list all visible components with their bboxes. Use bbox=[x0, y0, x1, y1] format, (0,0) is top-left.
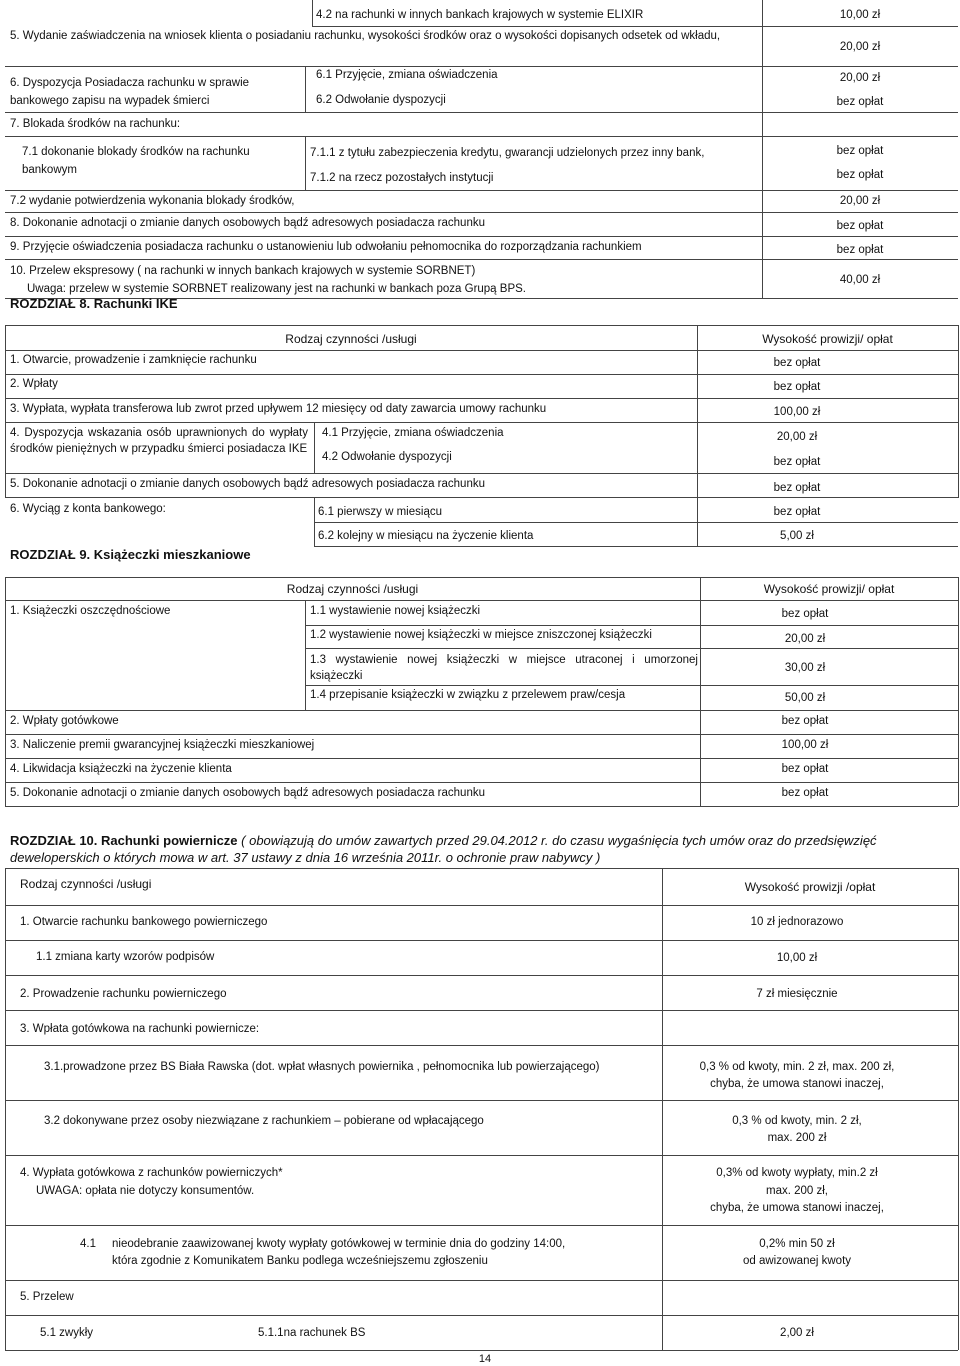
ike-row-2-label: 2. Wpłaty bbox=[10, 378, 58, 390]
row-7-1-2-fee: bez opłat bbox=[836, 169, 884, 181]
row-6-1-label: 6.1 Przyjęcie, zmiana oświadczenia bbox=[316, 69, 498, 81]
row-7-1-1-label: 7.1.1 z tytułu zabezpieczenia kredytu, gwarancji udzielonych przez inny bank, bbox=[310, 147, 705, 159]
ksiazeczki-row-3-label: 3. Naliczenie premii gwarancyjnej książeczki mieszkaniowej bbox=[10, 739, 315, 751]
powiernicze-row-3-2-fee-line2: max. 200 zł bbox=[767, 1132, 827, 1144]
ksiazeczki-row-1-4-fee: 50,00 zł bbox=[784, 692, 826, 704]
chapter-8-title: ROZDZIAŁ 8. Rachunki IKE bbox=[10, 296, 178, 311]
ksiazeczki-head-fee: Wysokość prowizji/ opłat bbox=[763, 582, 895, 596]
row-6-1-fee: 20,00 zł bbox=[839, 72, 881, 84]
ksiazeczki-row-2-fee: bez opłat bbox=[781, 715, 829, 727]
row-8-label: 8. Dokonanie adnotacji o zmianie danych osobowych bądź adresowych posiadacza rachunku bbox=[10, 217, 485, 229]
ksiazeczki-row-1-2-fee: 20,00 zł bbox=[784, 633, 826, 645]
ike-row-6-2-label: 6.2 kolejny w miesiącu na życzenie klienta bbox=[318, 530, 534, 542]
powiernicze-head-fee: Wysokość prowizji /opłat bbox=[744, 880, 876, 894]
chapter-10-title-bold: ROZDZIAŁ 10. Rachunki powiernicze bbox=[10, 833, 238, 848]
powiernicze-row-4-1-fee-line2: od awizowanej kwoty bbox=[742, 1255, 852, 1267]
ike-row-4-1-fee: 20,00 zł bbox=[776, 431, 818, 443]
ike-row-1-fee: bez opłat bbox=[773, 357, 821, 369]
row-9-label: 9. Przyjęcie oświadczenia posiadacza rachunku o ustanowieniu lub odwołaniu pełnomocnika do rozporządzania rachunkiem bbox=[10, 241, 642, 253]
row-5-label: 5. Wydanie zaświadczenia na wniosek klienta o posiadaniu rachunku, wysokości środków oraz o wysokości dopisanych odsetek od wkładu, bbox=[10, 30, 721, 42]
row-10-fee: 40,00 zł bbox=[839, 274, 881, 286]
powiernicze-row-1-fee: 10 zł jednorazowo bbox=[750, 916, 844, 928]
ike-head-service: Rodzaj czynności /usługi bbox=[285, 332, 417, 346]
chapter-10-title bbox=[10, 832, 940, 866]
ksiazeczki-row-1-3-fee: 30,00 zł bbox=[784, 662, 826, 674]
ike-row-6-1-fee: bez opłat bbox=[773, 506, 821, 518]
row-6-2-label: 6.2 Odwołanie dyspozycji bbox=[316, 94, 446, 106]
powiernicze-row-3-1-fee-line1: 0,3 % od kwoty, min. 2 zł, max. 200 zł, bbox=[699, 1061, 895, 1073]
row-7-2-fee: 20,00 zł bbox=[839, 195, 881, 207]
powiernicze-head-service: Rodzaj czynności /usługi bbox=[20, 877, 152, 891]
powiernicze-row-3-label: 3. Wpłata gotówkowa na rachunki powiernicze: bbox=[20, 1023, 260, 1035]
powiernicze-row-4-fee-line1: 0,3% od kwoty wypłaty, min.2 zł bbox=[716, 1167, 878, 1179]
ksiazeczki-row-3-fee: 100,00 zł bbox=[781, 739, 829, 751]
powiernicze-row-4-label: 4. Wypłata gotówkowa z rachunków powierniczych* bbox=[20, 1167, 283, 1179]
ksiazeczki-row-1-3-label: 1.3 wystawienie nowej książeczki w miejsce utraconej i umorzonej książeczki bbox=[310, 654, 698, 682]
powiernicze-row-1-1-label: 1.1 zmiana karty wzorów podpisów bbox=[36, 951, 215, 963]
powiernicze-row-5-1-label: 5.1 zwykły bbox=[40, 1327, 94, 1339]
powiernicze-row-3-1-fee-line2: chyba, że umowa stanowi inaczej, bbox=[710, 1078, 884, 1090]
row-5-fee: 20,00 zł bbox=[839, 41, 881, 53]
ike-row-4-label: 4. Dyspozycja wskazania osób uprawnionych do wypłaty środków pieniężnych w przypadku śmierci posiadacza IKE bbox=[10, 427, 308, 455]
ike-row-4-2-label: 4.2 Odwołanie dyspozycji bbox=[322, 451, 452, 463]
row-7-1-1-fee: bez opłat bbox=[836, 145, 884, 157]
row-10-label: 10. Przelew ekspresowy ( na rachunki w innych bankach krajowych w systemie SORBNET) bbox=[10, 265, 476, 277]
powiernicze-row-1-1-fee: 10,00 zł bbox=[776, 952, 818, 964]
ike-row-5-fee: bez opłat bbox=[773, 482, 821, 494]
powiernicze-row-4-1-label: nieodebranie zaawizowanej kwoty wypłaty gotówkowej w terminie dnia do godziny 14:00, bbox=[112, 1238, 566, 1250]
ksiazeczki-row-4-fee: bez opłat bbox=[781, 763, 829, 775]
ksiazeczki-row-5-label: 5. Dokonanie adnotacji o zmianie danych osobowych bądź adresowych posiadacza rachunku bbox=[10, 787, 485, 799]
row-4-2-fee: 10,00 zł bbox=[839, 9, 881, 21]
ike-head-fee: Wysokość prowizji/ opłat bbox=[762, 332, 893, 346]
row-9-fee: bez opłat bbox=[836, 244, 884, 256]
powiernicze-row-4-fee-line2: max. 200 zł, bbox=[766, 1185, 828, 1197]
row-10-note: Uwaga: przelew w systemie SORBNET realizowany jest na rachunki w bankach poza Grupą BPS. bbox=[27, 283, 526, 295]
ksiazeczki-row-1-1-fee: bez opłat bbox=[781, 608, 829, 620]
ike-row-6-label: 6. Wyciąg z konta bankowego: bbox=[10, 503, 166, 515]
row-4-2-label: 4.2 na rachunki w innych bankach krajowych w systemie ELIXIR bbox=[316, 9, 644, 21]
ksiazeczki-row-1-2-label: 1.2 wystawienie nowej książeczki w miejsce zniszczonej książeczki bbox=[310, 629, 652, 641]
ike-row-4-1-label: 4.1 Przyjęcie, zmiana oświadczenia bbox=[322, 427, 504, 439]
ike-row-3-fee: 100,00 zł bbox=[773, 406, 821, 418]
powiernicze-row-4-fee-line3: chyba, że umowa stanowi inaczej, bbox=[710, 1202, 884, 1214]
chapter-10-title-note: ( obowiązują do umów zawartych przed 29.04.2012 r. do czasu wygaśnięcia tych umów oraz do przedsięwzięć deweloperskich o których mowa w art. 37 ustawy z dnia 16 września 2011r. o ochronie praw nabywcy ) bbox=[10, 833, 877, 865]
ike-row-5-label: 5. Dokonanie adnotacji o zmianie danych osobowych bądź adresowych posiadacza rachunku bbox=[10, 478, 485, 490]
row-6-2-fee: bez opłat bbox=[836, 96, 884, 108]
ike-row-2-fee: bez opłat bbox=[773, 381, 821, 393]
powiernicze-row-4-note: UWAGA: opłata nie dotyczy konsumentów. bbox=[36, 1185, 255, 1197]
powiernicze-row-4-1-number: 4.1 bbox=[80, 1238, 96, 1250]
row-7-label: 7. Blokada środków na rachunku: bbox=[10, 118, 181, 130]
ike-row-3-label: 3. Wypłata, wypłata transferowa lub zwrot przed upływem 12 miesięcy od daty zawarcia umowy rachunku bbox=[10, 403, 547, 415]
ike-row-6-1-label: 6.1 pierwszy w miesiącu bbox=[318, 506, 442, 518]
ike-row-4-2-fee: bez opłat bbox=[773, 456, 821, 468]
row-8-fee: bez opłat bbox=[836, 220, 884, 232]
powiernicze-row-5-label: 5. Przelew bbox=[20, 1291, 74, 1303]
row-6-label: 6. Dyspozycja Posiadacza rachunku w sprawie bankowego zapisu na wypadek śmierci bbox=[10, 77, 250, 107]
powiernicze-row-1-label: 1. Otwarcie rachunku bankowego powierniczego bbox=[20, 916, 268, 928]
ksiazeczki-row-4-label: 4. Likwidacja książeczki na życzenie klienta bbox=[10, 763, 232, 775]
powiernicze-row-2-fee: 7 zł miesięcznie bbox=[756, 988, 838, 1000]
row-7-1-2-label: 7.1.2 na rzecz pozostałych instytucji bbox=[310, 172, 494, 184]
ksiazeczki-head-service: Rodzaj czynności /usługi bbox=[286, 582, 419, 596]
chapter-9-title: ROZDZIAŁ 9. Książeczki mieszkaniowe bbox=[10, 547, 251, 562]
powiernicze-row-4-1-label-line2: która zgodnie z Komunikatem Banku podlega wcześniejszemu zgłoszeniu bbox=[112, 1255, 488, 1267]
ksiazeczki-row-1-1-label: 1.1 wystawienie nowej książeczki bbox=[310, 605, 481, 617]
powiernicze-row-3-2-fee-line1: 0,3 % od kwoty, min. 2 zł, bbox=[732, 1115, 862, 1127]
ksiazeczki-row-1-4-label: 1.4 przepisanie książeczki w związku z przelewem praw/cesja bbox=[310, 689, 626, 701]
ksiazeczki-row-2-label: 2. Wpłaty gotówkowe bbox=[10, 715, 119, 727]
page-number: 14 bbox=[478, 1353, 492, 1365]
ike-row-6-2-fee: 5,00 zł bbox=[780, 530, 814, 542]
powiernicze-row-5-1-fee: 2,00 zł bbox=[780, 1327, 814, 1339]
ksiazeczki-row-1-label: 1. Książeczki oszczędnościowe bbox=[10, 605, 171, 617]
ike-row-1-label: 1. Otwarcie, prowadzenie i zamknięcie rachunku bbox=[10, 354, 257, 366]
powiernicze-row-4-1-fee-line1: 0,2% min 50 zł bbox=[759, 1238, 835, 1250]
powiernicze-row-2-label: 2. Prowadzenie rachunku powierniczego bbox=[20, 988, 227, 1000]
powiernicze-row-3-2-label: 3.2 dokonywane przez osoby niezwiązane z rachunkiem – pobierane od wpłacającego bbox=[44, 1115, 484, 1127]
powiernicze-row-5-1-sub: 5.1.1na rachunek BS bbox=[258, 1327, 366, 1339]
row-7-2-label: 7.2 wydanie potwierdzenia wykonania blokady środków, bbox=[10, 195, 295, 207]
row-7-1-label: 7.1 dokonanie blokady środków na rachunku bankowym bbox=[22, 146, 250, 176]
powiernicze-row-3-1-label: 3.1.prowadzone przez BS Biała Rawska (dot. wpłat własnych powiernika , pełnomocnika lub powierzającego) bbox=[44, 1061, 600, 1073]
ksiazeczki-row-5-fee: bez opłat bbox=[781, 787, 829, 799]
